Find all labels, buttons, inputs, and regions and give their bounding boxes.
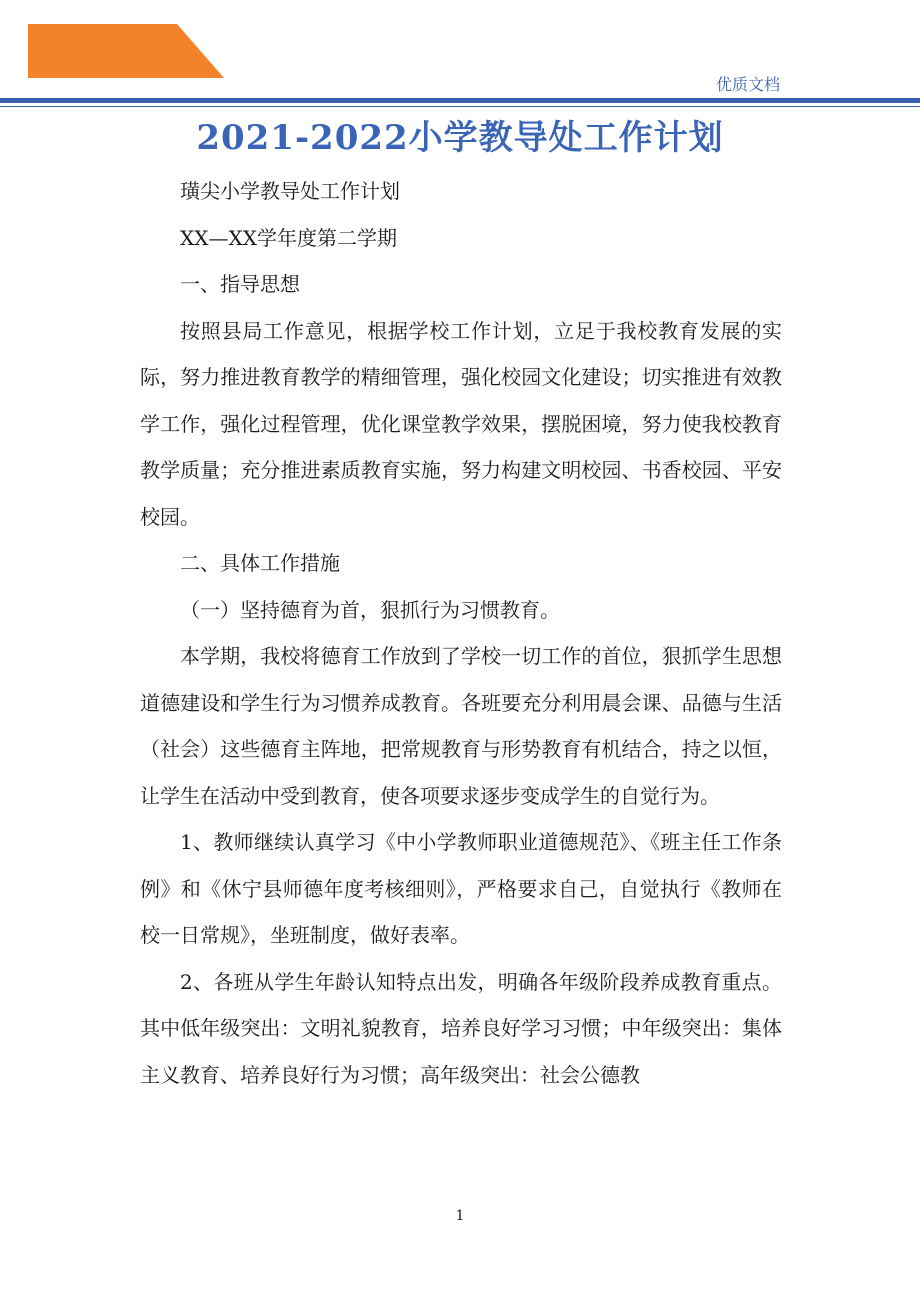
body-paragraph-item-1: 1、教师继续认真学习《中小学教师职业道德规范》、《班主任工作条例》和《休宁县师德年度考核细则》，严格要求自己，自觉执行《教师在校一日常规》，坐班制度，做好表率。 (140, 830, 782, 947)
body-paragraph: 本学期，我校将德育工作放到了学校一切工作的首位，狠抓学生思想道德建设和学生行为习惯养成教育。各班要充分利用晨会课、品德与生活（社会）这些德育主阵地，把常规教育与形势教育有机结合，持之以恒，让学生在活动中受到教育，使各项要求逐步变成学生的自觉行为。 (140, 644, 782, 808)
page-number: 1 (455, 1208, 465, 1224)
school-plan-heading: 璜尖小学教导处工作计划 (180, 179, 400, 203)
header-accent-shape (28, 24, 224, 78)
header-rule-thin (0, 106, 920, 107)
semester-line: XX—XX学年度第二学期 (180, 225, 397, 250)
subsection-heading-moral-education: （一）坚持德育为首，狠抓行为习惯教育。 (180, 597, 560, 622)
section-heading-measures: 二、具体工作措施 (180, 551, 340, 575)
header-label: 优质文档 (715, 75, 780, 94)
body-paragraph: 按照县局工作意见，根据学校工作计划，立足于我校教育发展的实际，努力推进教育教学的精细管理，强化校园文化建设；切实推进有效教学工作，强化过程管理，优化课堂教学效果，摆脱困境，努力使我校教育教学质量；充分推进素质教育实施，努力构建文明校园、书香校园、平安校园。 (140, 318, 782, 529)
header-rule (0, 98, 920, 103)
body-paragraph-item-2: 2、各班从学生年龄认知特点出发，明确各年级阶段养成教育重点。其中低年级突出：文明礼貌教育，培养良好学习习惯；中年级突出：集体主义教育、培养良好行为习惯；高年级突出：社会公德教 (140, 969, 782, 1087)
document-body (140, 168, 782, 1098)
section-heading-guiding-thought: 一、指导思想 (180, 272, 300, 296)
document-title: 2021-2022小学教导处工作计划 (196, 118, 724, 158)
